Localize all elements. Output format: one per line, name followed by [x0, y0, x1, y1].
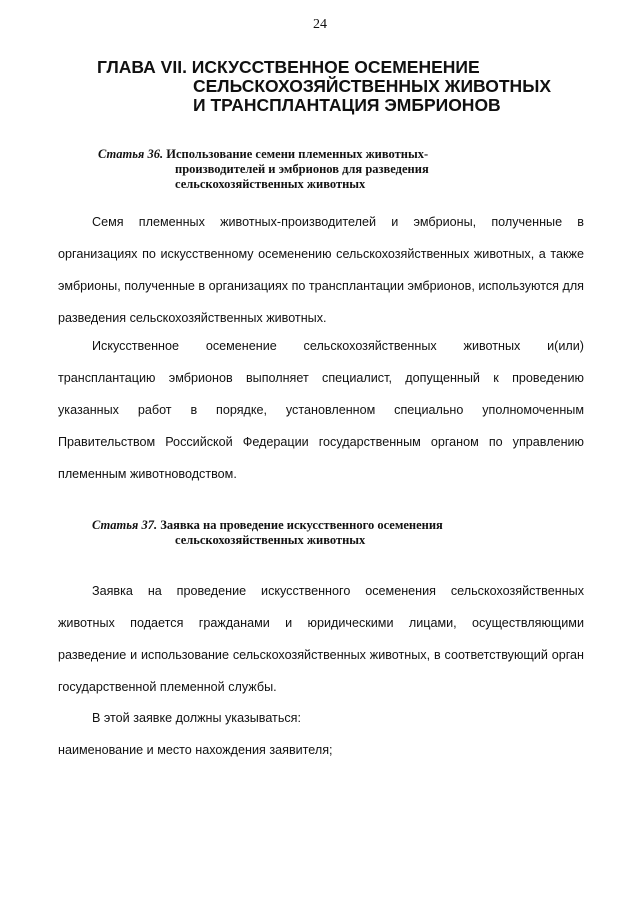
article-37-list-item-1: наименование и место нахождения заявителя; [58, 743, 333, 757]
article-36-heading [98, 147, 429, 192]
article-36-label: Статья 36. [98, 147, 164, 161]
article-37-paragraph-2: В этой заявке должны указываться: [92, 711, 302, 725]
article-37-title-line-1: Заявка на проведение искусственного осеменения [160, 518, 443, 532]
article-37-paragraph-1: Заявка на проведение искусственного осеменения сельскохозяйственных животных подается гражданами и юридическими лицами, осуществляющими разведение и использование сельскохозяйственных животных, в соответствующий орган государственной племенной службы. [58, 584, 584, 694]
article-37-label: Статья 37. [92, 518, 158, 532]
article-36-title-line-1: Использование семени племенных животных- [166, 147, 429, 161]
article-37-list [58, 734, 584, 766]
chapter-title-line-3: И ТРАНСПЛАНТАЦИЯ ЭМБРИОНОВ [193, 95, 501, 115]
article-37-heading-line-1 [92, 518, 443, 533]
article-37-heading [92, 518, 443, 548]
page-number: 24 [313, 17, 327, 32]
chapter-title-line-1: ГЛАВА VII. ИСКУССТВЕННОЕ ОСЕМЕНЕНИЕ [97, 57, 480, 77]
chapter-title-line-2: СЕЛЬСКОХОЗЯЙСТВЕННЫХ ЖИВОТНЫХ [193, 76, 551, 96]
article-36-paragraph-2: Искусственное осеменение сельскохозяйственных животных и(или) трансплантацию эмбрионов выполняет специалист, допущенный к проведению указанных работ в порядке, установленном специально уполномоченным Правительством Российской Федерации государственным органом по управлению племенным животноводством. [58, 339, 584, 481]
article-36-title-line-2: производителей и эмбрионов для разведения [175, 162, 429, 176]
article-36-paragraph-1: Семя племенных животных-производителей и эмбрионы, полученные в организациях по искусственному осеменению сельскохозяйственных животных, а также эмбрионы, полученные в организациях по трансплантации эмбрионов, используются для разведения сельскохозяйственных животных. [58, 215, 584, 325]
article-36-title-line-3: сельскохозяйственных животных [175, 177, 366, 191]
article-36-heading-line-1 [98, 147, 429, 162]
article-37-title-line-2: сельскохозяйственных животных [175, 533, 366, 547]
